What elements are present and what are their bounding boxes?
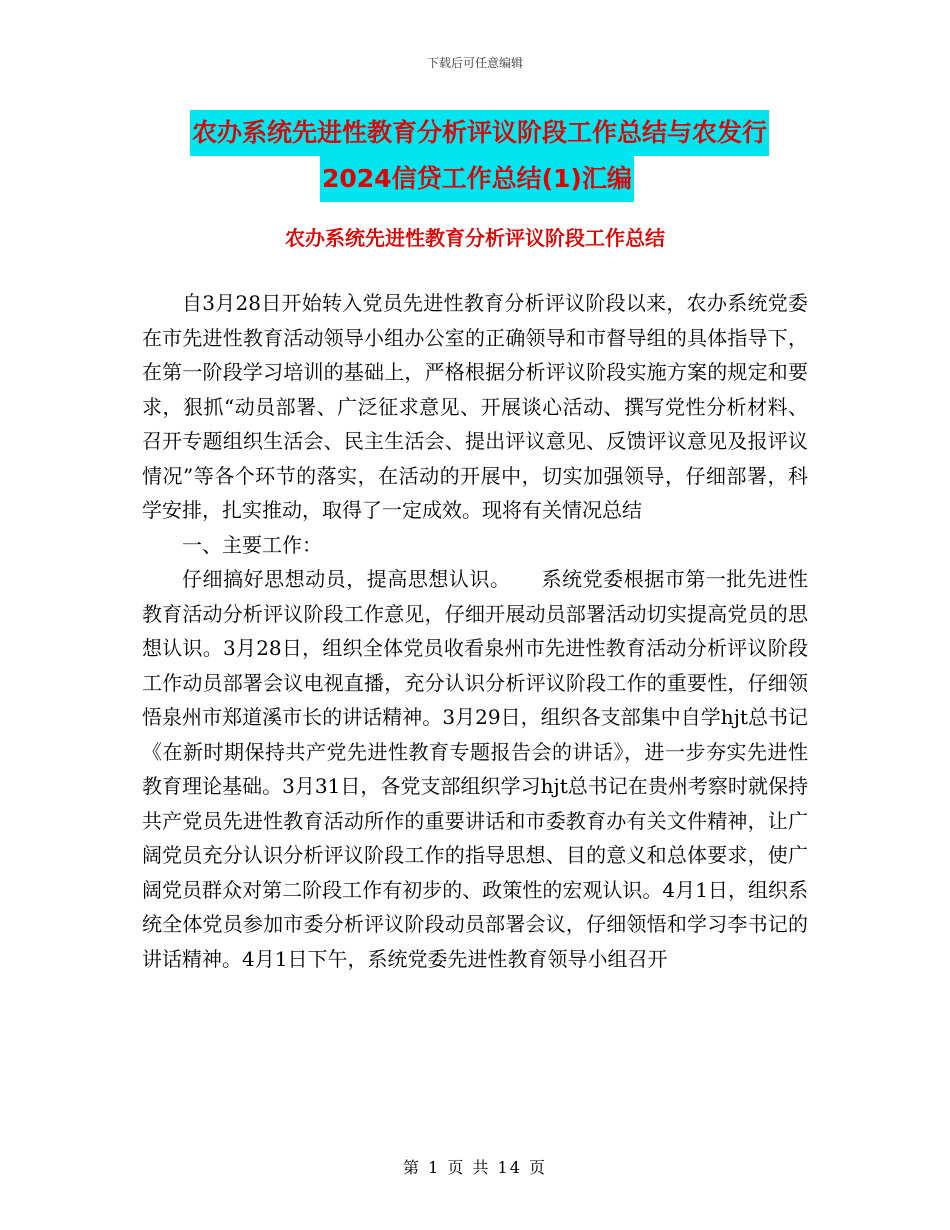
page-footer: 第 1 页 共 14 页 xyxy=(403,1158,547,1177)
paragraph-mobilization: 仔细搞好思想动员，提高思想认识。 系统党委根据市第一批先进性教育活动分析评议阶段工作意见，仔细开展动员部署活动切实提高党员的思想认识。3月28日，组织全体党员收看泉州市先进性教育活动分析评议阶段工作动员部署会议电视直播，充分认识分析评议阶段工作的重要性，仔细领悟泉州市郑道溪市长的讲话精神。3月29日，组织各支部集中自学hjt总书记《在新时期保持共产党先进性教育专题报告会的讲话》，进一步夯实先进性教育理论基础。3月31日，各党支部组织学习hjt总书记在贵州考察时就保持共产党员先进性教育活动所作的重要讲话和市委教育办有关文件精神，让广阔党员充分认识分析评议阶段工作的指导思想、目的意义和总体要求，使广阔党员群众对第二阶段工作有初步的、政策性的宏观认识。4月1日，组织系统全体党员参加市委分析评议阶段动员部署会议，仔细领悟和学习李书记的讲话精神。4月1日下午，系统党委先进性教育领导小组召开 xyxy=(142,567,808,971)
section-title: 农办系统先进性教育分析评议阶段工作总结 xyxy=(285,226,665,250)
header-note: 下载后可任意编辑 xyxy=(426,56,523,70)
title-line-2: 2024信贷工作总结(1)汇编 xyxy=(320,156,634,202)
document-title xyxy=(190,110,810,202)
paragraph-heading-main-work: 一、主要工作： xyxy=(182,532,322,557)
title-line-1: 农办系统先进性教育分析评议阶段工作总结与农发行 xyxy=(190,110,769,156)
paragraph-intro: 自3月28日开始转入党员先进性教育分析评议阶段以来，农办系统党委在市先进性教育活动领导小组办公室的正确领导和市督导组的具体指导下，在第一阶段学习培训的基础上，严格根据分析评议阶段实施方案的规定和要求，狠抓“动员部署、广泛征求意见、开展谈心活动、撰写党性分析材料、召开专题组织生活会、民主生活会、提出评议意见、反馈评议意见及报评议情况”等各个环节的落实，在活动的开展中，切实加强领导，仔细部署，科学安排，扎实推动，取得了一定成效。现将有关情况总结 xyxy=(142,291,808,522)
document-body xyxy=(142,286,808,976)
